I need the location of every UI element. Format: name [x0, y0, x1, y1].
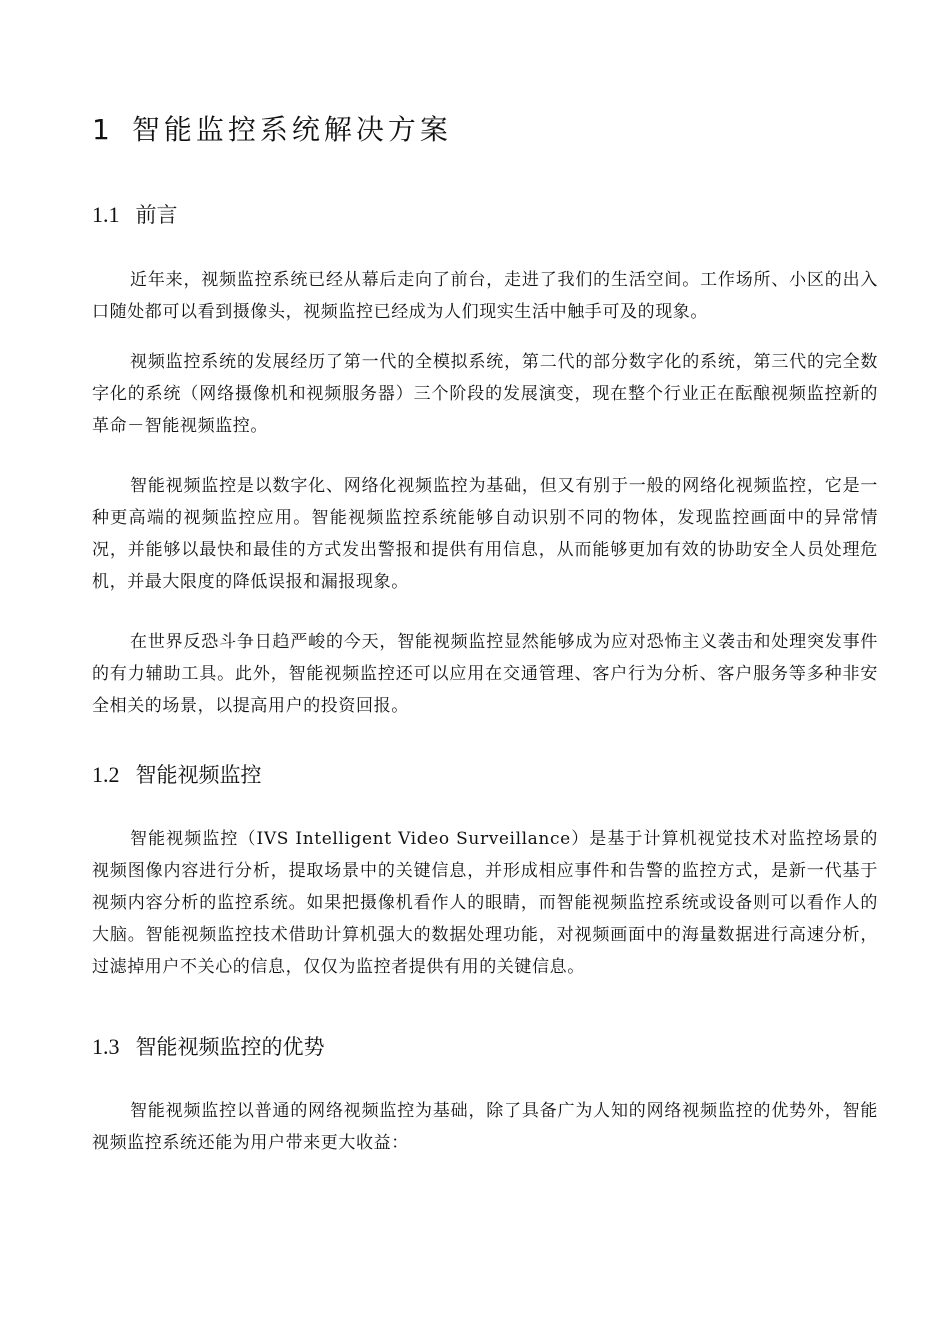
chapter-heading: [92, 112, 452, 148]
section-number: 1.1: [92, 202, 120, 227]
section-number: 1.3: [92, 1034, 120, 1059]
paragraph: 智能视频监控（IVS Intelligent Video Surveillance）是基于计算机视觉技术对监控场景的视频图像内容进行分析，提取场景中的关键信息，并形成相应事件和告警的监控方式，是新一代基于视频内容分析的监控系统。如果把摄像机看作人的眼睛，而智能视频监控系统或设备则可以看作人的大脑。智能视频监控技术借助计算机强大的数据处理功能，对视频画面中的海量数据进行高速分析，过滤掉用户不关心的信息，仅仅为监控者提供有用的关键信息。: [92, 829, 878, 977]
section-title: 智能视频监控: [135, 763, 262, 787]
section-number: 1.2: [92, 762, 120, 787]
section-title: 智能视频监控的优势: [135, 1035, 325, 1059]
paragraph: 智能视频监控是以数字化、网络化视频监控为基础，但又有别于一般的网络化视频监控，它是一种更高端的视频监控应用。智能视频监控系统能够自动识别不同的物体，发现监控画面中的异常情况，并能够以最快和最佳的方式发出警报和提供有用信息，从而能够更加有效的协助安全人员处理危机，并最大限度的降低误报和漏报现象。: [92, 476, 878, 592]
paragraph: 在世界反恐斗争日趋严峻的今天，智能视频监控显然能够成为应对恐怖主义袭击和处理突发事件的有力辅助工具。此外，智能视频监控还可以应用在交通管理、客户行为分析、客户服务等多种非安全相关的场景，以提高用户的投资回报。: [92, 632, 878, 716]
chapter-title: 智能监控系统解决方案: [131, 113, 452, 146]
section-heading-1-1: [92, 201, 178, 229]
paragraph: 智能视频监控以普通的网络视频监控为基础，除了具备广为人知的网络视频监控的优势外，智能视频监控系统还能为用户带来更大收益：: [92, 1101, 878, 1153]
section-heading-1-2: [92, 761, 262, 789]
paragraph: 近年来，视频监控系统已经从幕后走向了前台，走进了我们的生活空间。工作场所、小区的出入口随处都可以看到摄像头，视频监控已经成为人们现实生活中触手可及的现象。: [92, 270, 878, 322]
paragraph: 视频监控系统的发展经历了第一代的全模拟系统，第二代的部分数字化的系统，第三代的完全数字化的系统（网络摄像机和视频服务器）三个阶段的发展演变，现在整个行业正在酝酿视频监控新的革命－智能视频监控。: [92, 352, 878, 436]
chapter-number: 1: [92, 113, 114, 146]
section-heading-1-3: [92, 1033, 325, 1061]
section-title: 前言: [135, 203, 178, 227]
